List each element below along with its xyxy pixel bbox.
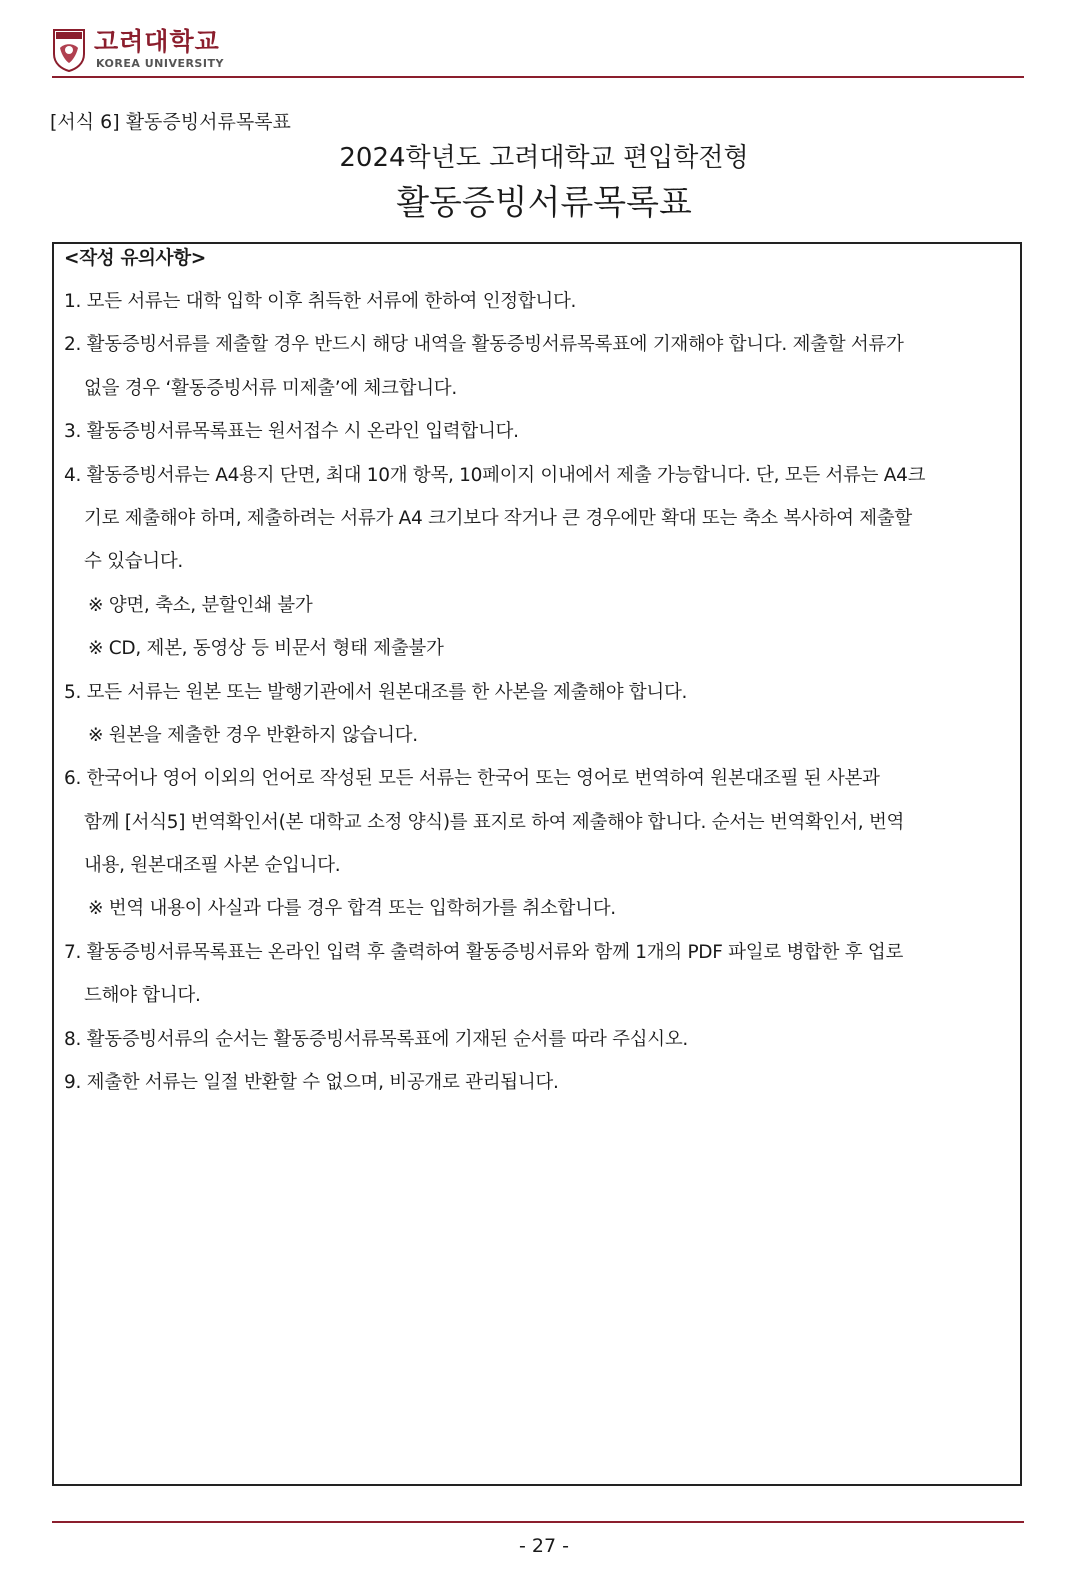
university-crest-icon — [52, 28, 86, 72]
note-line: 없을 경우 ‘활동증빙서류 미제출’에 체크합니다. — [84, 377, 457, 399]
note-line: 함께 [서식5] 번역확인서(본 대학교 소정 양식)를 표지로 하여 제출해야 합니다. 순서는 번역확인서, 번역 — [84, 811, 905, 833]
note-line: 6. 한국어나 영어 이외의 언어로 작성된 모든 서류는 한국어 또는 영어로 번역하여 원본대조필 된 사본과 — [64, 768, 880, 790]
note-line: 2. 활동증빙서류를 제출할 경우 반드시 해당 내역을 활동증빙서류목록표에 기재해야 합니다. 제출할 서류가 — [64, 334, 904, 356]
logo-text-korean: 고려대학교 — [94, 27, 220, 56]
note-line: 4. 활동증빙서류는 A4용지 단면, 최대 10개 항목, 10페이지 이내에서 제출 가능합니다. 단, 모든 서류는 A4크 — [64, 464, 926, 486]
logo-text-english: KOREA UNIVERSITY — [96, 57, 224, 70]
note-line: 드해야 합니다. — [84, 985, 201, 1007]
page-header — [52, 24, 1024, 78]
note-line: 5. 모든 서류는 원본 또는 발행기관에서 원본대조를 한 사본을 제출해야 합니다. — [64, 681, 688, 703]
note-subline: ※ CD, 제본, 동영상 등 비문서 형태 제출불가 — [88, 638, 444, 660]
note-subline: ※ 양면, 축소, 분할인쇄 불가 — [88, 594, 313, 616]
document-title-line1: 2024학년도 고려대학교 편입학전형 — [339, 143, 749, 173]
note-subline: ※ 원본을 제출한 경우 반환하지 않습니다. — [88, 724, 418, 746]
page-number: - 27 - — [519, 1535, 569, 1557]
note-line: 8. 활동증빙서류의 순서는 활동증빙서류목록표에 기재된 순서를 따라 주십시오. — [64, 1028, 688, 1050]
note-line: 9. 제출한 서류는 일절 반환할 수 없으며, 비공개로 관리됩니다. — [64, 1072, 559, 1094]
note-subline: ※ 번역 내용이 사실과 다를 경우 합격 또는 입학허가를 취소합니다. — [88, 898, 616, 920]
form-label: [서식 6] 활동증빙서류목록표 — [50, 111, 291, 133]
note-line: 3. 활동증빙서류목록표는 원서접수 시 온라인 입력합니다. — [64, 421, 519, 443]
note-line: 내용, 원본대조필 사본 순입니다. — [84, 855, 341, 877]
notes-heading: <작성 유의사항> — [64, 248, 206, 269]
document-title-line2: 활동증빙서류목록표 — [396, 183, 692, 223]
notes-content — [64, 244, 1012, 1104]
notes-box — [52, 242, 1022, 1486]
note-line: 수 있습니다. — [84, 551, 184, 573]
footer-divider — [52, 1521, 1024, 1523]
note-line: 기로 제출해야 하며, 제출하려는 서류가 A4 크기보다 작거나 큰 경우에만 확대 또는 축소 복사하여 제출할 — [84, 507, 912, 529]
note-line: 7. 활동증빙서류목록표는 온라인 입력 후 출력하여 활동증빙서류와 함께 1개의 PDF 파일로 병합한 후 업로 — [64, 941, 904, 963]
note-line: 1. 모든 서류는 대학 입학 이후 취득한 서류에 한하여 인정합니다. — [64, 291, 577, 312]
